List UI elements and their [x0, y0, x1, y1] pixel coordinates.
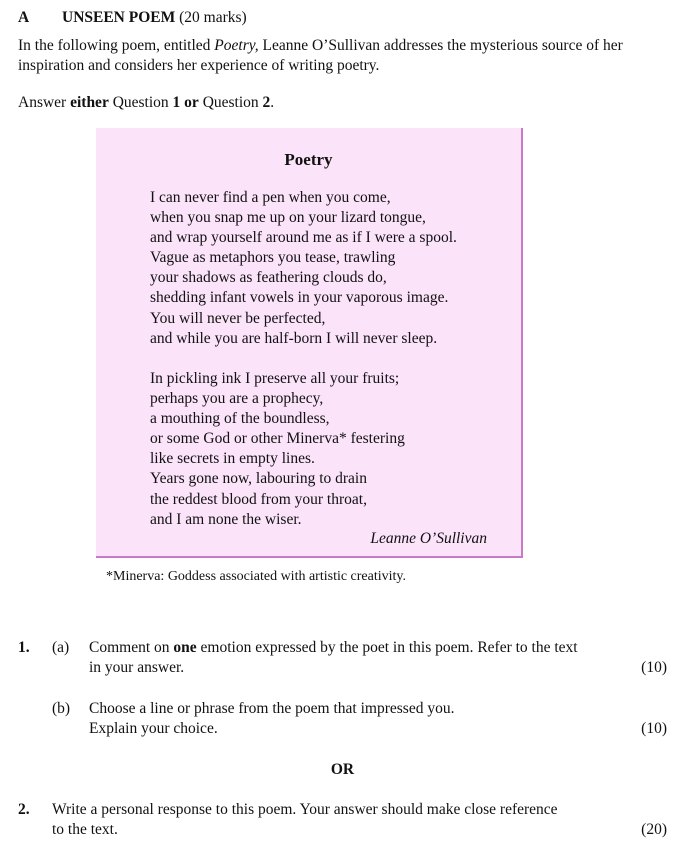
poem-stanza-2	[150, 369, 405, 530]
section-letter: A	[18, 9, 30, 26]
question-1a-text	[89, 638, 578, 658]
answer-instruction	[18, 93, 274, 113]
poem-line: and wrap yourself around me as if I were a spool.	[150, 229, 457, 247]
question-1b-marks: (10)	[641, 720, 667, 737]
instr-part1: Answer	[18, 94, 71, 111]
section-heading	[62, 8, 247, 28]
poem-line: shedding infant vowels in your vaporous image.	[150, 289, 449, 307]
instr-part2: Question	[108, 94, 173, 111]
poem-author: Leanne O’Sullivan	[370, 530, 487, 547]
q1a-before: Comment on	[89, 639, 174, 656]
intro-paragraph	[18, 36, 673, 76]
or-divider: OR	[330, 761, 355, 778]
poem-line: Years gone now, labouring to drain	[150, 470, 367, 488]
poem-line: You will never be perfected,	[150, 309, 326, 327]
poem-box	[96, 128, 523, 558]
poem-line: like secrets in empty lines.	[150, 450, 315, 468]
q1a-emphasis: one	[173, 639, 197, 656]
poem-line: your shadows as feathering clouds do,	[150, 269, 387, 287]
instr-either: either	[70, 94, 109, 111]
poem-line: the reddest blood from your throat,	[150, 490, 367, 508]
question-1b-label: (b)	[52, 700, 71, 717]
poem-title: Poetry	[284, 150, 333, 169]
question-2-marks: (20)	[641, 821, 667, 838]
instr-q1: 1	[172, 94, 181, 111]
intro-part1: In the following poem, entitled	[18, 37, 215, 54]
poem-line: and I am none the wiser.	[150, 510, 302, 528]
question-1a-text-line2: in your answer.	[89, 659, 185, 676]
poem-line: I can never find a pen when you come,	[150, 189, 391, 206]
question-1b-text: Choose a line or phrase from the poem that impressed you.	[89, 700, 455, 717]
intro-poem-name: Poetry,	[214, 37, 259, 54]
poem-line: when you snap me up on your lizard tongue,	[150, 209, 426, 227]
question-1a-label: (a)	[52, 639, 70, 656]
question-1b-text-line2: Explain your choice.	[89, 720, 218, 737]
footnote: *Minerva: Goddess associated with artistic creativity.	[106, 569, 407, 584]
question-1a-marks: (10)	[641, 659, 667, 676]
poem-line: Vague as metaphors you tease, trawling	[150, 249, 396, 267]
instr-end: .	[270, 94, 275, 111]
poem-line: In pickling ink I preserve all your fruits;	[150, 370, 400, 387]
q1a-after: emotion expressed by the poet in this poem. Refer to the text	[196, 639, 578, 656]
poem-line: perhaps you are a prophecy,	[150, 390, 324, 408]
instr-part3: Question	[198, 94, 263, 111]
intro-part2: Leanne O’Sullivan addresses the mysterious source of her inspiration and considers her experience of writing poetry.	[18, 37, 623, 74]
poem-line: and while you are half-born I will never sleep.	[150, 329, 438, 347]
section-title: UNSEEN POEM	[62, 9, 176, 26]
section-marks: (20 marks)	[179, 9, 247, 26]
instr-q2: 2	[262, 94, 271, 111]
instr-or: or	[184, 94, 199, 111]
poem-line: or some God or other Minerva* festering	[150, 430, 405, 448]
question-2-text-line2: to the text.	[52, 821, 118, 838]
question-1-number: 1.	[18, 639, 30, 656]
question-2-number: 2.	[18, 801, 30, 818]
poem-stanza-1	[150, 188, 457, 349]
question-2-text: Write a personal response to this poem. Your answer should make close reference	[52, 801, 558, 818]
poem-line: a mouthing of the boundless,	[150, 410, 330, 428]
